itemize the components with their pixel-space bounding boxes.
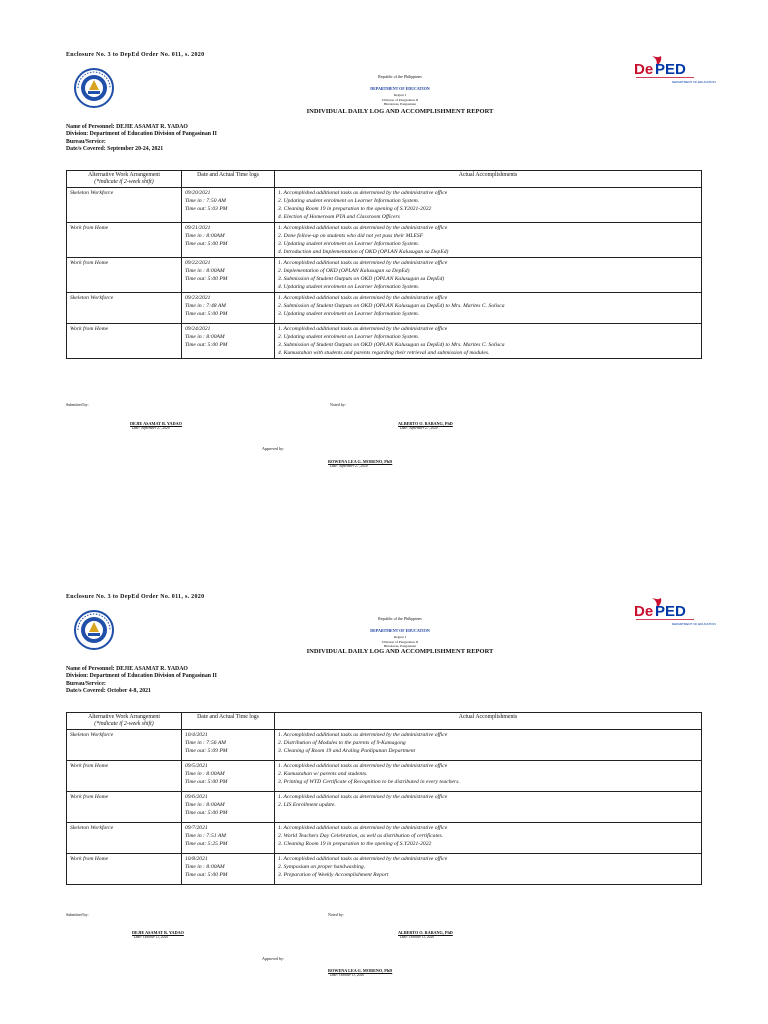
approved-by-label: Approved by: xyxy=(262,956,285,961)
table-row xyxy=(67,258,702,293)
header-region: Region I xyxy=(393,93,407,97)
deped-logo-tagline: DEPARTMENT OF EDUCATION xyxy=(672,80,716,84)
personnel-bureau: Bureau/Service: xyxy=(66,138,106,145)
date-time-log: 09/20/2021 Time in : 7:50 AM Time out: 5:03 PM xyxy=(182,188,275,223)
col-accomplishments: Actual Accomplishments xyxy=(275,713,702,730)
personnel-info xyxy=(66,124,217,154)
noted-date: Date: October 11, 2020 xyxy=(400,935,435,939)
date-time-log: 09/21/2021 Time in : 8:00AM Time out: 5:00 PM xyxy=(182,223,275,258)
work-arrangement: Skeleton Workforce xyxy=(67,293,182,324)
header-office xyxy=(200,93,600,107)
accomplishments: 1. Accomplished additional tasks as determined by the administrative office 2. Symposium on proper handwashing. 3. Preparation of Weekly Accomplishment Report xyxy=(275,854,702,885)
work-arrangement: Work from Home xyxy=(67,324,182,359)
accomplishments: 1. Accomplished additional tasks as determined by the administrative office 2. Kumustahan w/ parents and students. 3. Printing of WTD Certificate of Recognition to be distributed in every teachers. xyxy=(275,761,702,792)
accomplishments: 1. Accomplished additional tasks as determined by the administrative office 2. Distribution of Modules to the parents of 9-Kamagong 3. Cleaning of Room 19 and Araling Panlipunan Department xyxy=(275,730,702,761)
col-arrangement: Alternative Work Arrangement (*indicate if 2-week shift) xyxy=(67,713,182,730)
accomplishments: 1. Accomplished additional tasks as determined by the administrative office 2. World Teachers Day Celebration, as well as distribution of certificates. 3. Cleaning Room 19 in preparation to the opening of S.Y2021-2022 xyxy=(275,823,702,854)
submitted-by-label: Submitted by: xyxy=(66,912,89,917)
date-time-log: 10/8/2021 Time in : 8:00AM Time out: 5:00 PM xyxy=(182,854,275,885)
noted-name: ALBERTO O. RABANG, PhD xyxy=(398,421,453,426)
approved-date: Date: October 11, 2020 xyxy=(330,973,365,977)
approved-by-label: Approved by: xyxy=(262,446,285,451)
header-division: Division of Pangasinan II xyxy=(382,97,418,102)
report-title: INDIVIDUAL DAILY LOG AND ACCOMPLISHMENT REPORT xyxy=(306,108,494,115)
accomplishments: 1. Accomplished additional tasks as determined by the administrative office 2. LIS Enrollment update. xyxy=(275,792,702,823)
col-date-time: Date and Actual Time logs xyxy=(182,713,275,730)
accomplishments: 1. Accomplished additional tasks as determined by the administrative office 2. Implementation of OKD (OPLAN Kalusugan sa DepEd) 3. Submission of Student Outputs on OKD (OPLAN Kalusugan sa DepEd) 4. Updating student enrolment on Learner Information System. xyxy=(275,258,702,293)
col-arrangement: Alternative Work Arrangement (*indicate if 2-week shift) xyxy=(67,171,182,188)
work-arrangement: Work from Home xyxy=(67,258,182,293)
date-time-log: 09/7/2021 Time in : 7:51 AM Time out: 5:25 PM xyxy=(182,823,275,854)
header-department: DEPARTMENT OF EDUCATION xyxy=(370,86,430,91)
work-arrangement: Skeleton Workforce xyxy=(67,188,182,223)
accomplishments: 1. Accomplished additional tasks as determined by the administrative office 2. Updating student enrolment on Learner Information System. 3. Cleaning Room 19 in preparation to the opening of S.Y2021-2022 4. Election of Homeroom PTA and Classroom Officers xyxy=(275,188,702,223)
deped-seal-icon xyxy=(66,68,122,108)
noted-signature xyxy=(398,421,453,430)
svg-text:De: De xyxy=(634,603,654,620)
work-arrangement: Work from Home xyxy=(67,223,182,258)
header-republic: Republic of the Philippines xyxy=(378,616,422,621)
date-time-log: 10/4/2021 Time in : 7:56 AM Time out: 5:09 PM xyxy=(182,730,275,761)
approved-signature xyxy=(328,459,392,468)
deped-logo-icon xyxy=(632,594,716,628)
personnel-bureau: Bureau/Service: xyxy=(66,680,106,687)
date-time-log: 09/24/2021 Time in : 8:00AM Time out: 5:00 PM xyxy=(182,324,275,359)
table-header-row xyxy=(67,713,702,730)
dates-covered: Date/s Covered: October 4-8, 2021 xyxy=(66,688,151,695)
approved-name: ROWENA LEA G. MORENO, PhD xyxy=(328,459,393,464)
work-arrangement: Skeleton Workforce xyxy=(67,730,182,761)
report-week-2 xyxy=(0,594,768,1014)
accomplishments: 1. Accomplished additional tasks as determined by the administrative office 2. Submission of Student Outputs on OKD (OPLAN Kalusugan sa DepEd) to Mrs. Marites C. Solisca 3. Updating student enrolment on Learner Information System. xyxy=(275,293,702,324)
svg-text:PED: PED xyxy=(655,603,686,620)
submitted-by-label: Submitted by: xyxy=(66,402,89,407)
submitted-signature xyxy=(130,421,182,430)
deped-logo-icon xyxy=(632,52,716,86)
daily-log-table xyxy=(66,170,702,359)
personnel-name: Name of Personnel: DEJIE ASAMAT R. YADAO xyxy=(66,124,188,130)
date-time-log: 09/23/2021 Time in : 7:48 AM Time out: 5:00 PM xyxy=(182,293,275,324)
work-arrangement: Skeleton Workforce xyxy=(67,823,182,854)
col-accomplishments: Actual Accomplishments xyxy=(275,171,702,188)
col-date-time: Date and Actual Time logs xyxy=(182,171,275,188)
svg-text:PED: PED xyxy=(655,61,686,78)
personnel-name: Name of Personnel: DEJIE ASAMAT R. YADAO xyxy=(66,666,188,672)
header-location: Binalonan, Pangasinan xyxy=(383,644,417,648)
date-time-log: 09/22/2021 Time in : 8:00AM Time out: 5:00 PM xyxy=(182,258,275,293)
report-week-1 xyxy=(0,52,768,472)
personnel-info xyxy=(66,666,217,696)
table-row xyxy=(67,823,702,854)
work-arrangement: Work from Home xyxy=(67,792,182,823)
table-row xyxy=(67,188,702,223)
personnel-division: Division: Department of Education Division of Pangasinan II xyxy=(66,673,217,680)
date-time-log: 09/6/2021 Time in : 8:00AM Time out: 5:00 PM xyxy=(182,792,275,823)
header-division: Division of Pangasinan II xyxy=(382,639,418,644)
table-row xyxy=(67,324,702,359)
deped-seal-icon xyxy=(66,610,122,650)
personnel-division: Division: Department of Education Division of Pangasinan II xyxy=(66,131,217,138)
noted-name: ALBERTO O. RABANG, PhD xyxy=(398,930,453,935)
dates-covered: Date/s Covered: September 20-24, 2021 xyxy=(66,146,164,153)
svg-text:DEPARTMENT OF EDUCATION: DEPARTMENT OF EDUCATION xyxy=(672,622,716,626)
noted-signature xyxy=(398,930,453,939)
submitted-signature xyxy=(132,930,184,939)
submitted-name: DEJIE ASAMAT R. YADAO xyxy=(132,930,184,935)
noted-by-label: Noted by: xyxy=(328,912,344,917)
table-row xyxy=(67,730,702,761)
header-office xyxy=(200,635,600,649)
accomplishments: 1. Accomplished additional tasks as determined by the administrative office 2. Updating student enrolment on Learner Information System. 3. Submission of Student Outputs on OKD (OPLAN Kalusugan sa DepEd) to Mrs. Marites C. Solisca 4. Kumustahan with students and parents regarding their retrieval and submission of modules. xyxy=(275,324,702,359)
noted-by-label: Noted by: xyxy=(330,402,346,407)
approved-signature xyxy=(328,968,392,977)
header-department: DEPARTMENT OF EDUCATION xyxy=(370,628,430,633)
table-row xyxy=(67,293,702,324)
report-title: INDIVIDUAL DAILY LOG AND ACCOMPLISHMENT REPORT xyxy=(306,648,494,655)
daily-log-table xyxy=(66,712,702,885)
table-row xyxy=(67,792,702,823)
work-arrangement: Work from Home xyxy=(67,761,182,792)
table-row xyxy=(67,223,702,258)
header-location: Binalonan, Pangasinan xyxy=(383,102,417,106)
approved-name: ROWENA LEA G. MORENO, PhD xyxy=(328,968,393,973)
submitted-date: Date: September 27, 2020 xyxy=(132,426,170,430)
accomplishments: 1. Accomplished additional tasks as determined by the administrative office 2. Done follow-up on students who did not yet pass their MLESF 3. Updating student enrolment on Learner Information System. 4. Introduction and Implementation of OKD (OPLAN Kalusugan sa DepEd) xyxy=(275,223,702,258)
enclosure-label: Enclosure No. 3 to DepEd Order No. 011, s. 2020 xyxy=(66,594,205,600)
approved-date: Date: September 27, 2020 xyxy=(330,464,368,468)
table-header-row xyxy=(67,171,702,188)
date-time-log: 09/5/2021 Time in : 8:00AM Time out: 5:00 PM xyxy=(182,761,275,792)
work-arrangement: Work from Home xyxy=(67,854,182,885)
enclosure-label: Enclosure No. 3 to DepEd Order No. 011, s. 2020 xyxy=(66,52,205,58)
submitted-name: DEJIE ASAMAT R. YADAO xyxy=(130,421,182,426)
svg-text:De: De xyxy=(634,61,654,78)
header-region: Region I xyxy=(393,635,407,639)
table-row xyxy=(67,761,702,792)
header-republic: Republic of the Philippines xyxy=(378,74,422,79)
submitted-date: Date: October 11, 2020 xyxy=(134,935,169,939)
noted-date: Date: September 27, 2020 xyxy=(400,426,438,430)
table-row xyxy=(67,854,702,885)
